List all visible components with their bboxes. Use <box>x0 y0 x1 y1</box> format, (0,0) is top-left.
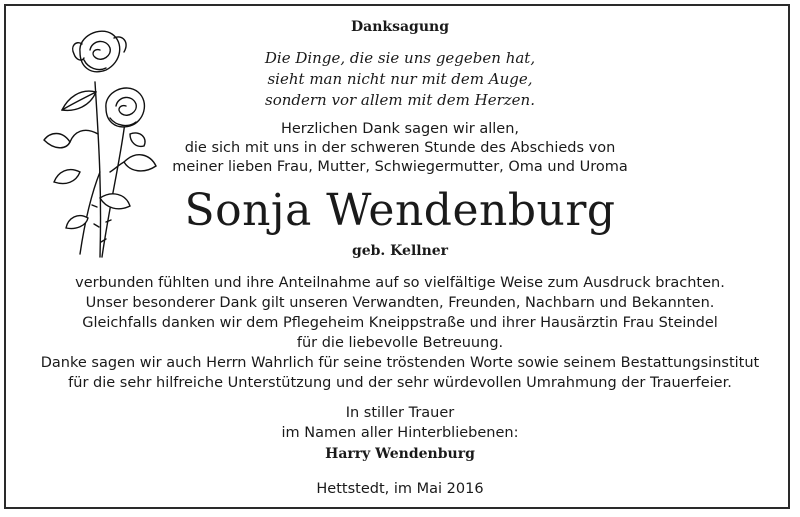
intro-line: meiner lieben Frau, Mutter, Schwiegermutter, Oma und Uroma <box>172 159 628 175</box>
deceased-name: Sonja Wendenburg <box>184 185 616 236</box>
body-line: verbunden fühlten und ihre Anteilnahme auf so vielfältige Weise zum Ausdruck brachten. <box>75 275 725 291</box>
quote-line: sondern vor allem mit dem Herzen. <box>265 91 535 109</box>
body-line: Unser besonderer Dank gilt unseren Verwandten, Freunden, Nachbarn und Bekannten. <box>85 295 715 311</box>
notice-title: Danksagung <box>351 19 449 35</box>
body-line: Danke sagen wir auch Herrn Wahrlich für seine tröstenden Worte sowie seinem Bestattungsinstitut <box>40 355 760 371</box>
closing-line: In stiller Trauer <box>345 405 455 421</box>
quote-line: Die Dinge, die sie uns gegeben hat, <box>264 49 536 67</box>
closing-line: im Namen aller Hinterbliebenen: <box>281 425 519 441</box>
intro-line: Herzlichen Dank sagen wir allen, <box>280 121 520 137</box>
place-date: Hettstedt, im Mai 2016 <box>316 481 484 497</box>
birth-name: geb. Kellner <box>351 243 449 259</box>
body-line: Gleichfalls danken wir dem Pflegeheim Kneippstraße und ihrer Hausärztin Frau Steindel <box>82 315 718 331</box>
signer-name: Harry Wendenburg <box>325 446 475 462</box>
quote-line: sieht man nicht nur mit dem Auge, <box>267 70 533 88</box>
body-line: für die liebevolle Betreuung. <box>296 335 504 351</box>
intro-line: die sich mit uns in der schweren Stunde des Abschieds von <box>184 140 616 156</box>
body-line: für die sehr hilfreiche Unterstützung und der sehr würdevollen Umrahmung der Trauerfeier. <box>68 375 732 391</box>
